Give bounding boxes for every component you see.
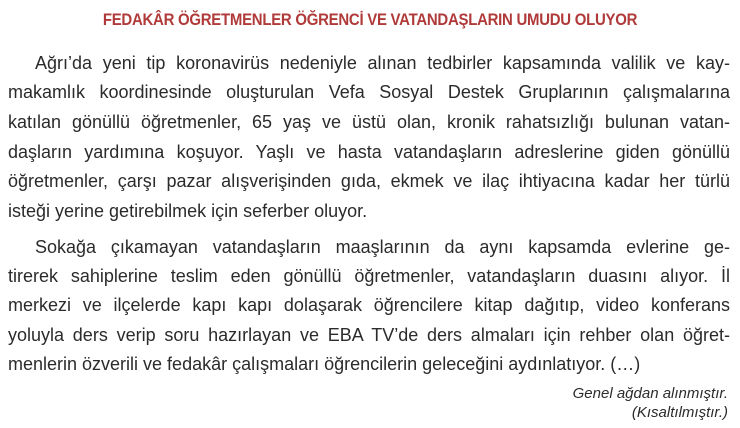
text-line: öğretmenler, çarşı pazar alışverişinden gıda, ekmek ve ilaç ihtiyacına kadar her türlü <box>8 171 730 191</box>
text-line: makamlık koordinesinde oluşturulan Vefa Sosyal Destek Gruplarının çalışmalarına <box>8 82 730 102</box>
text-line: menlerin özverili ve fedakâr çalışmaları öğrencilerin geleceğini aydınlatıyor. (…) <box>8 354 641 374</box>
text-line: Ağrı’da yeni tip koronavirüs nedeniyle alınan tedbirler kapsamında valilik ve kay- <box>35 53 730 73</box>
text-line: daşların yardımına koşuyor. Yaşlı ve hasta vatandaşların adreslerine giden gönüllü <box>8 142 730 162</box>
text-line: tirerek sahiplerine teslim eden gönüllü öğretmenler, vatandaşların duasını alıyor. İl <box>8 266 730 286</box>
text-line: Sokağa çıkamayan vatandaşların maaşlarının da aynı kapsamda evlerine ge- <box>35 237 730 257</box>
text-line: yoluyla ders verip soru hazırlayan ve EBA TV’de ders almaları için rehber olan öğret- <box>8 325 730 345</box>
text-line: katılan gönüllü öğretmenler, 65 yaş ve üstü olan, kronik rahatsızlığı bulunan vatan- <box>8 112 730 132</box>
article-title: FEDAKÂR ÖĞRETMENLER ÖĞRENCİ VE VATANDAŞLARIN UMUDU OLUYOR <box>102 10 638 29</box>
abridged-note: (Kısaltılmıştır.) <box>631 404 728 421</box>
source-note: Genel ağdan alınmıştır. <box>572 385 728 402</box>
text-line: merkezi ve ilçelerde kapı kapı dolaşarak öğrencilere kitap dağıtıp, video konferans <box>8 295 730 315</box>
text-line: isteği yerine getirebilmek için seferber oluyor. <box>8 201 368 221</box>
